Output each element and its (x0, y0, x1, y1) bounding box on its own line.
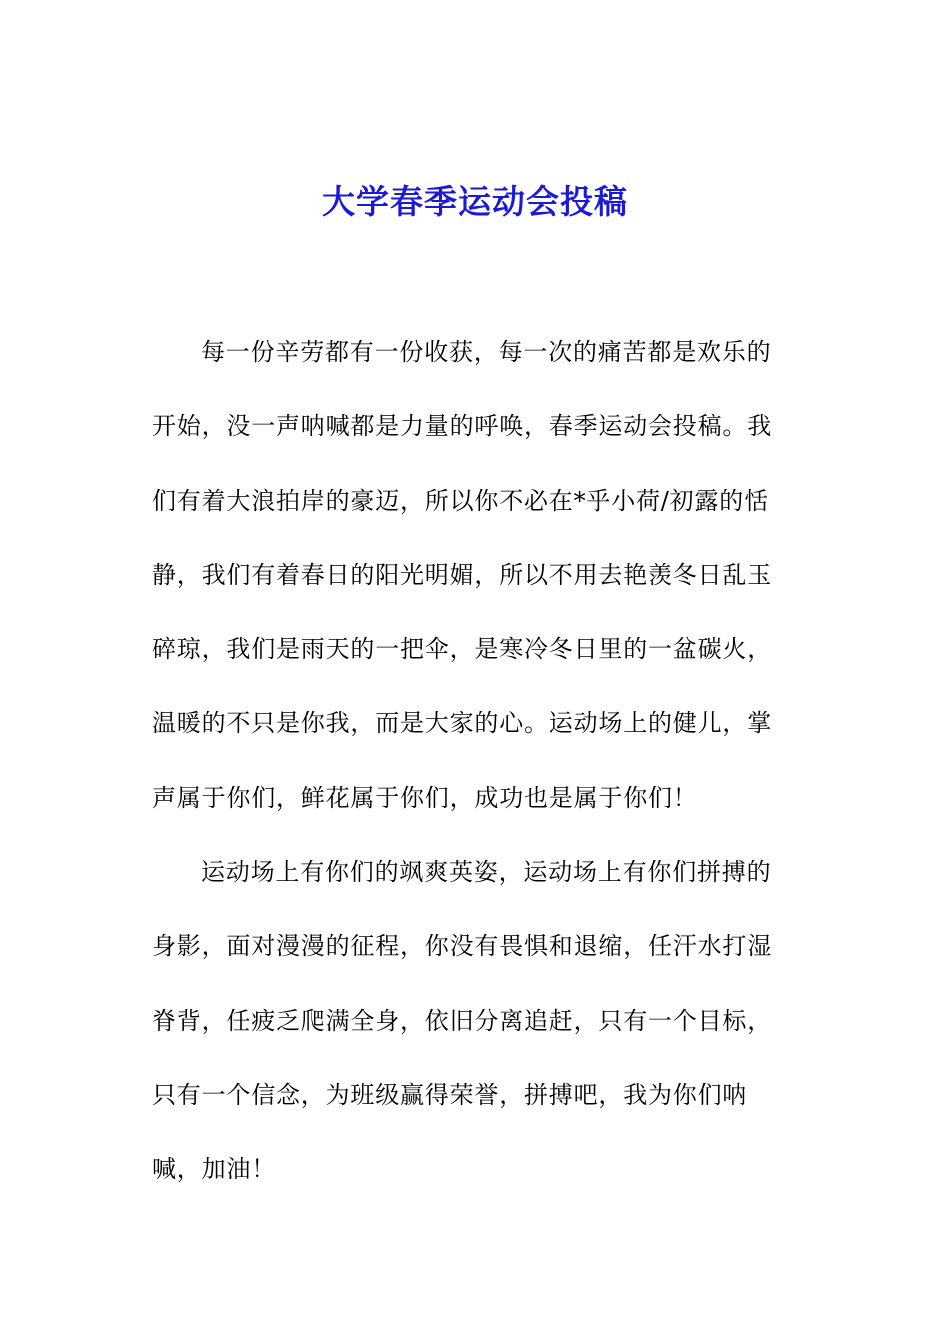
text-line: 们有着大浪拍岸的豪迈，所以你不必在*乎小荷/初露的恬 (152, 486, 769, 515)
document-body (152, 330, 792, 1222)
text-line: 声属于你们，鲜花属于你们，成功也是属于你们！ (152, 783, 698, 812)
text-line: 身影，面对漫漫的征程，你没有畏惧和退缩，任汗水打湿 (152, 932, 772, 961)
text-line: 静，我们有着春日的阳光明媚，所以不用去艳羡冬日乱玉 (152, 560, 772, 589)
text-line: 运动场上有你们的飒爽英姿，运动场上有你们拼搏的 (201, 858, 772, 887)
paragraph-2 (152, 850, 792, 1221)
text-line: 温暖的不只是你我，而是大家的心。运动场上的健儿，掌 (152, 709, 772, 738)
text-line: 碎琼，我们是雨天的一把伞，是寒冷冬日里的一盆碳火， (152, 635, 772, 664)
text-line: 喊，加油！ (152, 1155, 276, 1184)
text-line: 每一份辛劳都有一份收获，每一次的痛苦都是欢乐的 (201, 338, 772, 366)
document-title: 大学春季运动会投稿 (322, 182, 628, 221)
text-line: 脊背，任疲乏爬满全身，依旧分离追赶，只有一个目标， (152, 1006, 772, 1035)
text-line: 开始，没一声呐喊都是力量的呼唤，春季运动会投稿。我 (152, 412, 772, 441)
text-line: 只有一个信念，为班级赢得荣誉，拼搏吧，我为你们呐 (152, 1080, 748, 1109)
paragraph-1 (152, 330, 792, 850)
